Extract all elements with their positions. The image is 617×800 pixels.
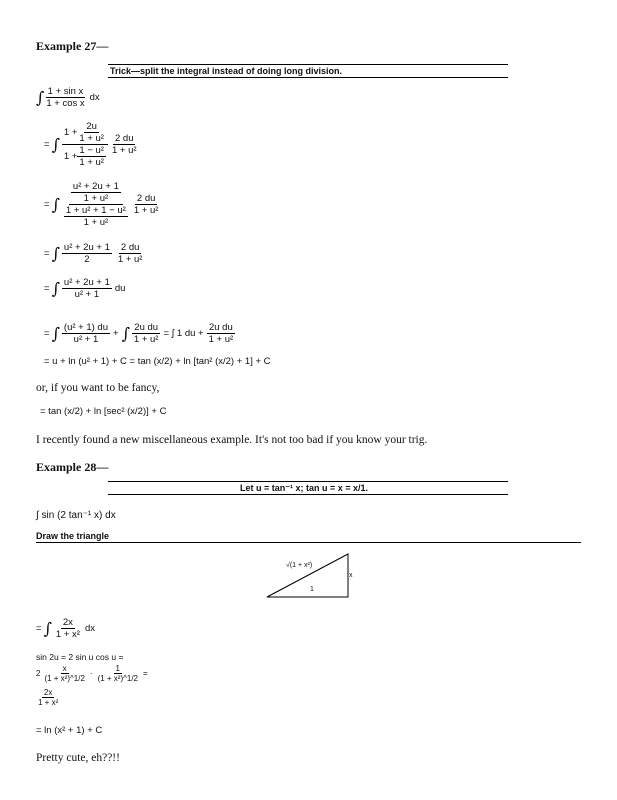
fraction-numerator: 2x [43,688,53,697]
triangle-shape [267,554,348,597]
expr-part: = ∫ 1 du + [163,328,204,339]
differential: du [114,283,126,294]
fraction-denominator: 1 + u² [111,145,137,156]
banner-top-rule [108,481,508,482]
fraction-denominator: 1 + u² [133,205,159,216]
ex28-line-3: sin 2u = 2 sin u cos u = [36,652,124,662]
fraction-denominator: 1 + cos x [46,98,85,109]
fraction-denominator: 1 + u² [117,254,143,265]
equals: = [44,199,50,210]
integral-sign: ∫ [43,618,52,638]
equals: = [44,248,50,259]
fraction-numerator: 2u du [208,322,233,333]
integral-sign: ∫ [36,87,45,107]
fraction-denominator: 1 + u² [83,193,109,204]
banner-top-rule [108,64,508,65]
ex27-line-5 [44,277,125,300]
fraction-numerator: u² + 2u + 1 [63,242,110,253]
plus: + [113,328,119,339]
example-27-heading: Example 27— [36,39,109,53]
fraction-denominator: 1 + x² [55,629,80,640]
adjacent-label: 1 [310,586,314,593]
fraction-denominator: 1 + u² [79,133,104,144]
ex27-line-7: = u + ln (u² + 1) + C = tan (x/2) + ln [tan² (x/2) + 1] + C [44,356,271,367]
ex28-line-1: ∫ sin (2 tan⁻¹ x) dx [36,510,116,521]
fraction-numerator: 1 + sin x [47,86,84,97]
ex27-line-6 [44,322,235,345]
expr-part: 1 + [63,150,78,162]
fraction-denominator: u² + 1 [74,289,100,300]
fraction-denominator: u² + 1 [73,334,99,345]
fraction-numerator: (u² + 1) du [63,322,108,333]
fancy-text: or, if you want to be fancy, [36,382,160,394]
hypotenuse-label: √(1 + x²) [286,562,313,569]
fraction-denominator: 1 + u² [133,334,159,345]
equals: = [44,139,50,150]
fraction-denominator: (1 + x²)^1/2 [97,674,138,683]
fraction-numerator: 2 du [114,133,134,144]
equals: = [44,283,50,294]
fraction-numerator: 1 + u² + 1 − u² [65,205,126,216]
fraction-denominator: 2 [84,254,90,265]
integral-sign: ∫ [51,134,60,154]
integral-sign: ∫ [121,323,130,343]
fraction-denominator: 1 + u² [208,334,234,345]
fraction-numerator: 1 − u² [79,145,104,156]
example-28-banner: Let u = tan⁻¹ x; tan u = x = x/1. [240,483,369,493]
coefficient: 2 [36,669,41,678]
ex28-line-5 [36,688,60,707]
opposite-label: x [349,572,353,579]
ex28-line-2 [36,617,95,640]
ex27-line-3 [44,181,160,228]
fraction-numerator: 2u du [134,322,159,333]
equals: = [143,669,148,678]
fraction-numerator: 2x [62,617,73,628]
section-rule [36,542,581,543]
fraction-numerator: x [62,664,67,673]
misc-paragraph: I recently found a new miscellaneous example. It's not too bad if you know your trig. [36,434,428,446]
integral-sign: ∫ [51,243,60,263]
integral-sign: ∫ [51,323,60,343]
fraction-denominator: 1 + x² [38,698,59,707]
ex27-line-8: = tan (x/2) + ln [sec² (x/2)] + C [40,406,167,417]
example-28-heading: Example 28— [36,460,109,474]
equals: = [44,328,50,339]
ex27-line-4 [44,242,144,265]
banner-bottom-rule [108,494,508,495]
fraction-numerator: u² + 2u + 1 [72,181,119,192]
banner-bottom-rule [108,77,508,78]
fraction-numerator: u² + 2u + 1 [63,277,110,288]
ex28-line-6: = ln (x² + 1) + C [36,725,103,736]
fraction-numerator: 2 du [136,193,156,204]
example-27-banner: Trick—split the integral instead of doing long division. [110,66,343,76]
draw-triangle-label: Draw the triangle [36,531,110,541]
ex28-line-4 [36,664,148,683]
differential: dx [84,623,95,634]
fraction-denominator: 1 + u² [83,217,109,228]
fraction-denominator: 1 + u² [79,157,104,168]
fraction-numerator: 1 [115,664,120,673]
fraction-numerator: 2u [86,121,97,132]
ex27-line-1 [36,86,100,109]
closing-text: Pretty cute, eh??!! [36,752,120,764]
equals: = [36,623,42,634]
differential: dx [89,92,100,103]
dot: · [89,669,93,678]
expr-part: 1 + [63,126,78,138]
ex27-line-2 [44,121,139,168]
fraction-numerator: 2 du [120,242,140,253]
fraction-denominator: (1 + x²)^1/2 [44,674,85,683]
integral-sign: ∫ [51,278,60,298]
integral-sign: ∫ [51,194,60,214]
